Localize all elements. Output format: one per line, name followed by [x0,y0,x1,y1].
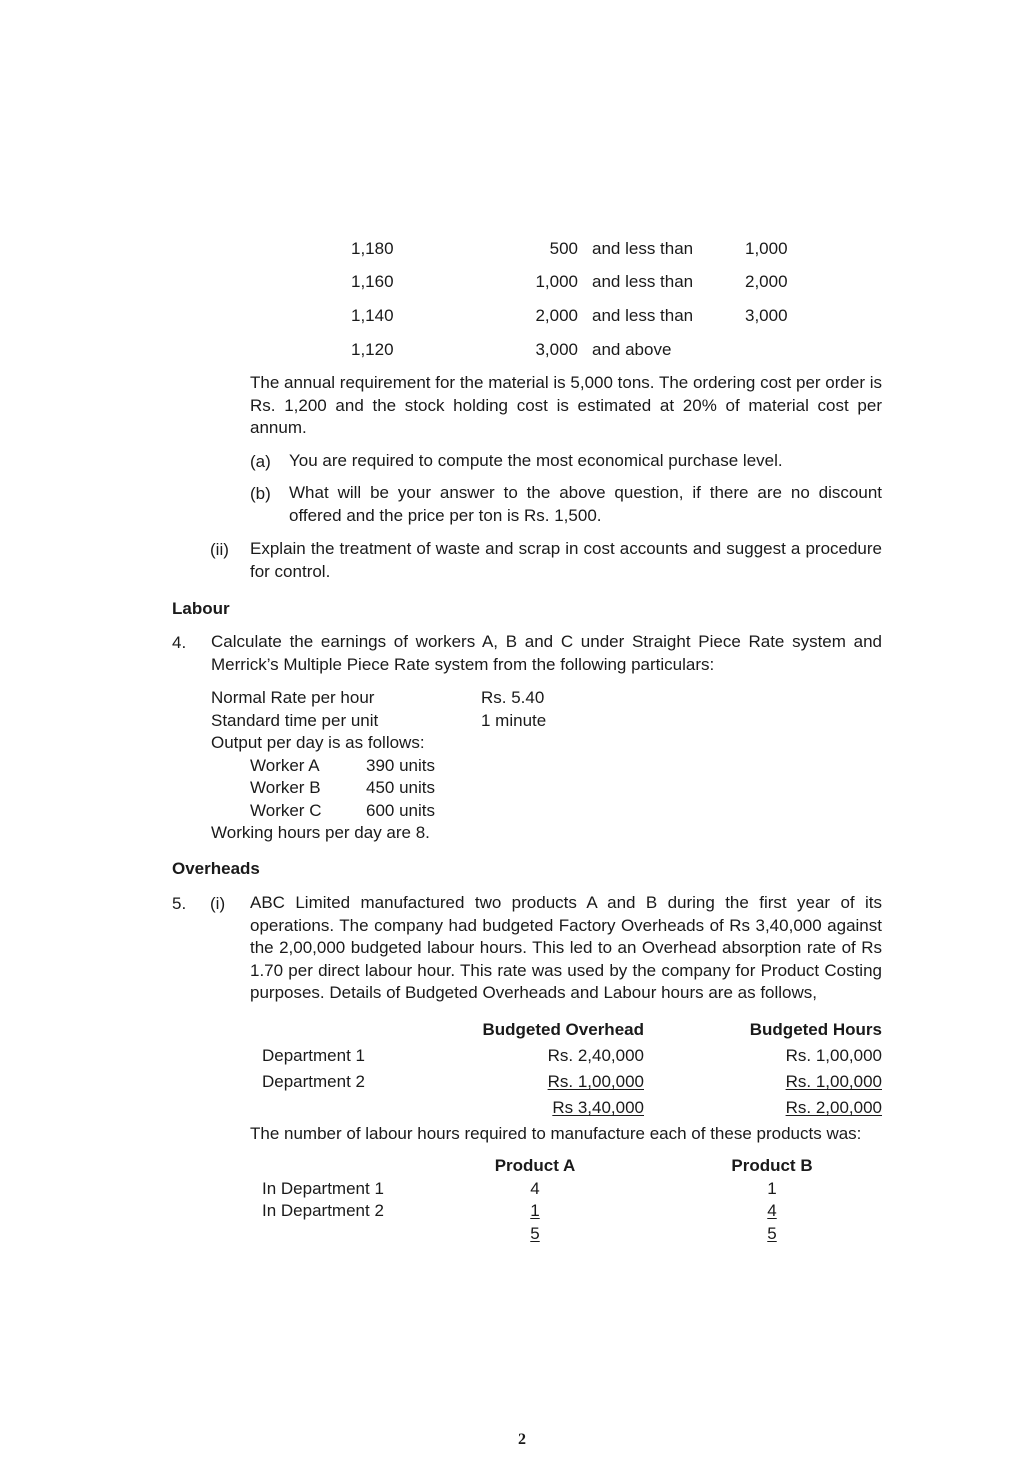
q5-text: ABC Limited manufactured two products A and B during the first year of its operations. The company had budgeted Factory Overheads of Rs 3,40,000 against the 2,00,000 budgeted labour hours. This led to an Overhead absorption rate of Rs 1.70 per direct labour hour. This rate was used by the company for Product Costing purposes. Details of Budgeted Overheads and Labour hours are as follows, [250,893,882,1002]
worker-units: 600 units [366,801,435,820]
std-time-label: Standard time per unit [211,711,379,730]
q3-a-text: You are required to compute the most economical purchase level. [289,451,783,470]
from-qty-cell: 1,000 [535,272,578,291]
total-overhead: Rs 3,40,000 [552,1098,644,1117]
normal-rate-value: Rs. 5.40 [481,688,545,707]
to-qty-cell: 2,000 [745,272,788,291]
overhead-value: Rs. 2,40,000 [547,1046,644,1065]
product-a-hours: 4 [530,1179,540,1198]
price-cell: 1,120 [351,340,394,359]
q3-ii-label: (ii) [210,540,229,559]
from-qty-cell: 2,000 [535,306,578,325]
std-time-value: 1 minute [481,711,547,730]
from-qty-cell: 3,000 [535,340,578,359]
q5-i-label: (i) [210,894,226,913]
price-cell: 1,160 [351,272,394,291]
price-cell: 1,140 [351,306,394,325]
q4-text: Calculate the earnings of workers A, B and C under Straight Piece Rate system and Merrick’s Multiple Piece Rate system from the following particulars: [211,632,882,674]
dept-label: In Department 1 [262,1179,384,1198]
total-hours: Rs. 2,00,000 [785,1098,882,1117]
q3-a-label: (a) [250,452,271,471]
product-b-hours: 4 [767,1201,777,1220]
overhead-value: Rs. 1,00,000 [547,1072,644,1091]
col-product-b: Product B [731,1156,813,1175]
q3-paragraph: The annual requirement for the material is 5,000 tons. The ordering cost per order is Rs. 1,200 and the stock holding cost is estimated at 20% of material cost per annum. [250,373,882,437]
hours-value: Rs. 1,00,000 [785,1046,882,1065]
product-a-total: 5 [530,1224,540,1243]
dept-label: Department 2 [262,1072,365,1091]
worker-name: Worker C [250,801,322,820]
to-qty-cell: 3,000 [745,306,788,325]
normal-rate-label: Normal Rate per hour [211,688,375,707]
dept-label: In Department 2 [262,1201,384,1220]
hours-value: Rs. 1,00,000 [785,1072,882,1091]
worker-units: 450 units [366,778,435,797]
relation-cell: and less than [592,272,694,291]
q3-b-label: (b) [250,484,271,503]
q3-ii-text: Explain the treatment of waste and scrap in cost accounts and suggest a procedure for control. [250,539,882,581]
labour-heading: Labour [172,599,230,618]
to-qty-cell: 1,000 [745,239,788,258]
q5-number: 5. [172,894,187,913]
worker-name: Worker B [250,778,321,797]
labour-hours-text: The number of labour hours required to manufacture each of these products was: [250,1124,862,1143]
col-budgeted-hours: Budgeted Hours [749,1020,882,1039]
relation-cell: and less than [592,239,694,258]
dept-label: Department 1 [262,1046,365,1065]
relation-cell: and above [592,340,672,359]
product-b-total: 5 [767,1224,777,1243]
from-qty-cell: 500 [549,239,578,258]
col-product-a: Product A [494,1156,576,1175]
product-b-hours: 1 [767,1179,777,1198]
worker-units: 390 units [366,756,435,775]
q3-b-text: What will be your answer to the above question, if there are no discount offered and the price per ton is Rs. 1,500. [289,483,882,525]
price-cell: 1,180 [351,239,394,258]
output-label: Output per day is as follows: [211,733,425,752]
col-budgeted-overhead: Budgeted Overhead [482,1020,644,1039]
page-number: 2 [518,1431,526,1448]
working-hours-text: Working hours per day are 8. [211,823,430,842]
relation-cell: and less than [592,306,694,325]
worker-name: Worker A [250,756,320,775]
q4-number: 4. [172,633,187,652]
product-a-hours: 1 [530,1201,540,1220]
overheads-heading: Overheads [172,859,260,878]
